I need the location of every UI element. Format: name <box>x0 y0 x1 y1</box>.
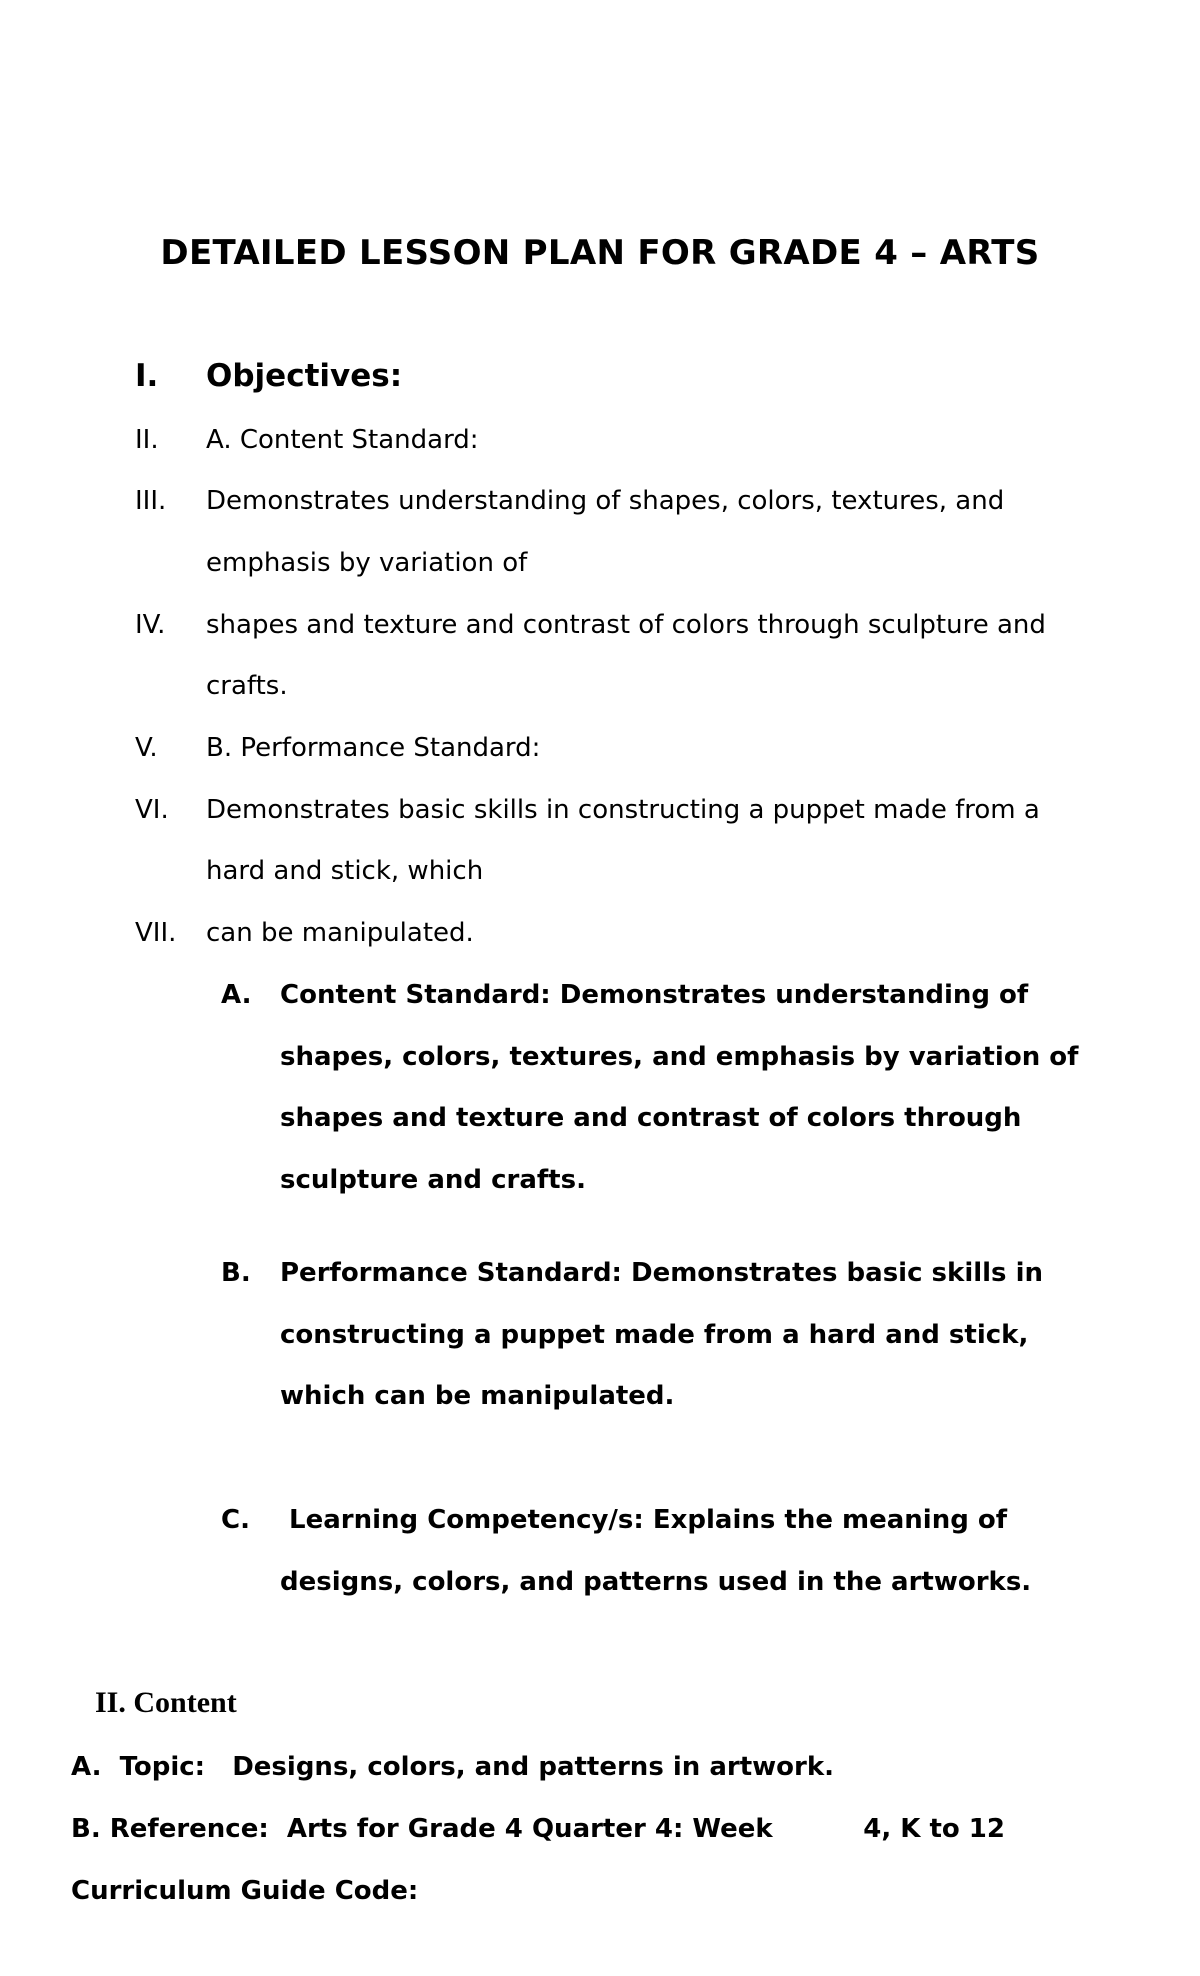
list-item-text: hard and stick, which <box>206 856 484 886</box>
reference-line: Curriculum Guide Code: <box>71 1876 419 1906</box>
list-number: IV. <box>135 610 166 640</box>
reference-line: B. Reference: Arts for Grade 4 Quarter 4: Week 4, K to 12 <box>71 1814 1005 1844</box>
list-item-text: Demonstrates basic skills in constructing a puppet made from a <box>206 795 1040 825</box>
performance-standard-text: Performance Standard: Demonstrates basic skills in <box>280 1258 1044 1288</box>
topic-line: A. Topic: Designs, colors, and patterns in artwork. <box>71 1752 834 1782</box>
content-standard-text: sculpture and crafts. <box>280 1165 586 1195</box>
list-letter: B. <box>221 1258 251 1288</box>
list-number: II. <box>135 425 159 455</box>
objectives-heading: Objectives: <box>206 358 403 394</box>
learning-competency-text: designs, colors, and patterns used in the artworks. <box>280 1567 1032 1597</box>
content-standard-text: Content Standard: Demonstrates understanding of <box>280 980 1029 1010</box>
list-item-text: emphasis by variation of <box>206 548 528 578</box>
content-heading: II. Content <box>95 1686 237 1719</box>
content-standard-text: shapes, colors, textures, and emphasis by variation of <box>280 1042 1079 1072</box>
list-letter: C. <box>221 1505 250 1535</box>
list-item-text: Demonstrates understanding of shapes, colors, textures, and <box>206 486 1005 516</box>
list-item-text: A. Content Standard: <box>206 425 479 455</box>
content-standard-text: shapes and texture and contrast of colors through <box>280 1103 1022 1133</box>
performance-standard-text: which can be manipulated. <box>280 1381 675 1411</box>
list-number: VI. <box>135 795 169 825</box>
performance-standard-text: constructing a puppet made from a hard and stick, <box>280 1320 1029 1350</box>
list-number: V. <box>135 733 158 763</box>
list-item-text: can be manipulated. <box>206 918 474 948</box>
list-letter: A. <box>221 980 252 1010</box>
list-number: III. <box>135 486 167 516</box>
list-item-text: shapes and texture and contrast of colors through sculpture and <box>206 610 1046 640</box>
list-item-text: crafts. <box>206 671 288 701</box>
page-title: DETAILED LESSON PLAN FOR GRADE 4 – ARTS <box>160 233 1040 273</box>
list-item-text: B. Performance Standard: <box>206 733 541 763</box>
learning-competency-text: Learning Competency/s: Explains the meaning of <box>280 1505 1008 1535</box>
list-number: I. <box>135 358 159 394</box>
list-number: VII. <box>135 918 177 948</box>
